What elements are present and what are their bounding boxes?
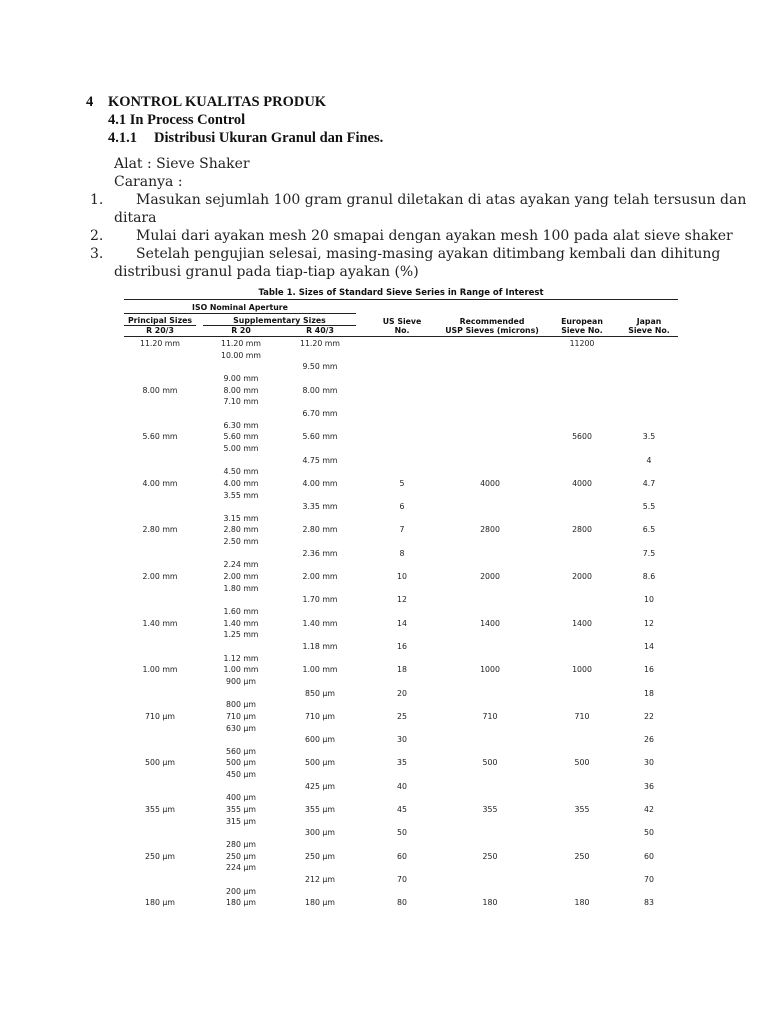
supplementary-sizes-header: Supplementary Sizes bbox=[233, 316, 326, 325]
r403-size-cell: 600 µm bbox=[305, 735, 335, 745]
r403-size-cell: 250 µm bbox=[305, 851, 335, 861]
r403-size-cell: 5.60 mm bbox=[302, 432, 338, 442]
r20-size-cell: 5.60 mm bbox=[223, 432, 259, 442]
r20-size-cell: 4.00 mm bbox=[223, 478, 259, 488]
r403-size-cell: 2.00 mm bbox=[302, 572, 338, 581]
us-sieve-cell: 50 bbox=[397, 828, 407, 838]
japan-sieve-cell: 26 bbox=[644, 735, 654, 745]
r403-size-cell: 180 µm bbox=[305, 898, 335, 908]
r403-size-cell: 355 µm bbox=[305, 805, 335, 814]
r20-size-cell: 2.80 mm bbox=[223, 525, 259, 535]
european-sieve-cell: 1400 bbox=[572, 618, 592, 628]
iso-group-rule bbox=[124, 313, 356, 314]
step-text: Mulai dari ayakan mesh 20 smapai dengan ayakan mesh 100 pada alat sieve shaker bbox=[136, 228, 733, 244]
european-sieve-cell: 180 bbox=[574, 898, 590, 908]
usp-sieve-cell: 500 bbox=[482, 758, 498, 768]
principal-size-cell: 500 µm bbox=[145, 758, 175, 768]
principal-sizes-header: Principal Sizes bbox=[127, 316, 193, 325]
japan-sieve-cell: 14 bbox=[644, 641, 654, 651]
japan-sieve-cell: 12 bbox=[644, 618, 654, 628]
japan-sieve-cell: 36 bbox=[644, 781, 654, 791]
r403-size-cell: 212 µm bbox=[305, 874, 335, 884]
r20-size-cell: 315 µm bbox=[226, 816, 256, 826]
r20-size-cell: 8.00 mm bbox=[223, 385, 259, 395]
r20-size-cell: 1.25 mm bbox=[223, 630, 259, 640]
principal-size-cell: 4.00 mm bbox=[142, 478, 178, 488]
european-sieve-cell: 4000 bbox=[572, 478, 592, 488]
japan-sieve-cell: 60 bbox=[644, 851, 654, 861]
japan-sieve-cell: 10 bbox=[644, 595, 654, 605]
principal-size-cell: 5.60 mm bbox=[142, 432, 178, 442]
r20-size-cell: 2.24 mm bbox=[223, 560, 259, 570]
us-sieve-cell: 8 bbox=[399, 548, 405, 558]
r403-size-cell: 1.40 mm bbox=[302, 618, 338, 628]
r403-size-cell: 500 µm bbox=[305, 758, 335, 768]
r20-size-cell: 1.00 mm bbox=[223, 665, 259, 675]
usp-sieve-cell: 355 bbox=[482, 805, 498, 814]
usp-sieve-cell: 710 bbox=[482, 711, 498, 721]
r403-header: R 40/3 bbox=[306, 326, 334, 335]
japan-sieve-cell: 50 bbox=[644, 828, 654, 838]
r203-header: R 20/3 bbox=[146, 326, 174, 335]
european-sieve-header: European Sieve No. bbox=[561, 317, 603, 335]
us-sieve-cell: 14 bbox=[397, 618, 407, 628]
r20-size-cell: 2.00 mm bbox=[223, 572, 259, 581]
us-sieve-cell: 25 bbox=[397, 711, 407, 721]
japan-sieve-cell: 30 bbox=[644, 758, 654, 768]
r20-size-cell: 10.00 mm bbox=[221, 350, 261, 360]
european-sieve-cell: 11200 bbox=[569, 339, 595, 348]
usp-sieve-cell: 1400 bbox=[480, 618, 500, 628]
r403-size-cell: 710 µm bbox=[305, 711, 335, 721]
us-sieve-cell: 7 bbox=[399, 525, 405, 535]
us-sieve-cell: 60 bbox=[397, 851, 407, 861]
r20-size-cell: 1.40 mm bbox=[223, 618, 259, 628]
us-sieve-cell: 12 bbox=[397, 595, 407, 605]
principal-size-cell: 2.00 mm bbox=[142, 572, 178, 581]
r20-size-cell: 1.12 mm bbox=[223, 653, 259, 663]
subsubsection-heading bbox=[108, 130, 383, 147]
usp-sieve-cell: 4000 bbox=[480, 478, 500, 488]
us-sieve-cell: 45 bbox=[397, 805, 407, 814]
r20-size-cell: 630 µm bbox=[226, 723, 256, 733]
principal-size-cell: 11.20 mm bbox=[140, 339, 180, 348]
r20-size-cell: 1.60 mm bbox=[223, 607, 259, 616]
caranya-line: Caranya : bbox=[114, 174, 183, 190]
r403-size-cell: 3.35 mm bbox=[302, 502, 338, 512]
japan-sieve-cell: 16 bbox=[644, 665, 654, 675]
japan-sieve-cell: 42 bbox=[644, 805, 654, 814]
table-top-rule bbox=[124, 299, 678, 300]
alat-line: Alat : Sieve Shaker bbox=[114, 156, 250, 172]
european-sieve-cell: 250 bbox=[574, 851, 590, 861]
r403-size-cell: 9.50 mm bbox=[302, 362, 338, 372]
us-sieve-cell: 35 bbox=[397, 758, 407, 768]
section-title: KONTROL KUALITAS PRODUK bbox=[108, 94, 327, 110]
japan-sieve-cell: 83 bbox=[644, 898, 654, 908]
european-sieve-cell: 500 bbox=[574, 758, 590, 768]
principal-size-cell: 180 µm bbox=[145, 898, 175, 908]
european-sieve-cell: 2800 bbox=[572, 525, 592, 535]
r20-size-cell: 224 µm bbox=[226, 863, 256, 873]
r403-size-cell: 4.75 mm bbox=[302, 455, 338, 465]
step-number: 1. bbox=[90, 192, 104, 208]
us-sieve-cell: 18 bbox=[397, 665, 407, 675]
subsubsection-number: 4.1.1 bbox=[108, 130, 137, 146]
r403-size-cell: 850 µm bbox=[305, 688, 335, 698]
r20-size-cell: 6.30 mm bbox=[223, 420, 259, 430]
r20-size-cell: 400 µm bbox=[226, 793, 256, 803]
section-heading bbox=[86, 94, 326, 111]
r403-size-cell: 2.80 mm bbox=[302, 525, 338, 535]
step-number: 2. bbox=[90, 228, 104, 244]
japan-sieve-cell: 4.7 bbox=[642, 478, 656, 488]
us-sieve-cell: 40 bbox=[397, 781, 407, 791]
european-sieve-cell: 5600 bbox=[572, 432, 592, 442]
japan-sieve-header: Japan Sieve No. bbox=[628, 317, 670, 335]
european-sieve-cell: 355 bbox=[574, 805, 590, 814]
step-text: Masukan sejumlah 100 gram granul diletakan di atas ayakan yang telah tersusun dan bbox=[136, 192, 747, 208]
r20-size-cell: 200 µm bbox=[226, 886, 256, 896]
principal-size-cell: 355 µm bbox=[145, 805, 175, 814]
r20-size-cell: 1.80 mm bbox=[223, 583, 259, 593]
subsubsection-title: Distribusi Ukuran Granul dan Fines. bbox=[154, 130, 384, 146]
japan-sieve-cell: 22 bbox=[644, 711, 654, 721]
r20-size-cell: 560 µm bbox=[226, 746, 256, 756]
step-text-continued: ditara bbox=[114, 210, 157, 226]
r403-size-cell: 8.00 mm bbox=[302, 385, 338, 395]
r20-size-cell: 280 µm bbox=[226, 840, 256, 849]
japan-sieve-cell: 70 bbox=[644, 874, 654, 884]
r20-size-cell: 4.50 mm bbox=[223, 467, 259, 477]
r20-size-cell: 710 µm bbox=[226, 711, 256, 721]
r403-size-cell: 425 µm bbox=[305, 781, 335, 791]
r20-size-cell: 500 µm bbox=[226, 758, 256, 768]
usp-sieve-cell: 2000 bbox=[480, 572, 500, 581]
r20-size-cell: 180 µm bbox=[226, 898, 256, 908]
r20-size-cell: 250 µm bbox=[226, 851, 256, 861]
r403-size-cell: 2.36 mm bbox=[302, 548, 338, 558]
r20-size-cell: 5.00 mm bbox=[223, 443, 259, 453]
principal-size-cell: 8.00 mm bbox=[142, 385, 178, 395]
us-sieve-cell: 70 bbox=[397, 874, 407, 884]
section-number: 4 bbox=[86, 94, 94, 110]
r20-size-cell: 450 µm bbox=[226, 770, 256, 779]
us-sieve-cell: 20 bbox=[397, 688, 407, 698]
us-sieve-cell: 10 bbox=[397, 572, 407, 581]
step-number: 3. bbox=[90, 246, 104, 262]
european-sieve-cell: 710 bbox=[574, 711, 590, 721]
subsection-heading: 4.1 In Process Control bbox=[108, 112, 246, 128]
usp-sieve-header: Recommended USP Sieves (microns) bbox=[445, 317, 539, 335]
r403-size-cell: 1.18 mm bbox=[302, 641, 338, 651]
r403-size-cell: 4.00 mm bbox=[302, 478, 338, 488]
european-sieve-cell: 2000 bbox=[572, 572, 592, 581]
usp-sieve-cell: 1000 bbox=[480, 665, 500, 675]
step-text-continued: distribusi granul pada tiap-tiap ayakan (%) bbox=[114, 264, 419, 280]
r20-size-cell: 355 µm bbox=[226, 805, 256, 814]
us-sieve-cell: 16 bbox=[397, 641, 407, 651]
european-sieve-cell: 1000 bbox=[572, 665, 592, 675]
r403-size-cell: 300 µm bbox=[305, 828, 335, 838]
usp-sieve-cell: 2800 bbox=[480, 525, 500, 535]
japan-sieve-cell: 3.5 bbox=[642, 432, 656, 442]
table-title: Table 1. Sizes of Standard Sieve Series in Range of Interest bbox=[258, 288, 544, 298]
principal-size-cell: 250 µm bbox=[145, 851, 175, 861]
r20-size-cell: 900 µm bbox=[226, 676, 256, 686]
r20-size-cell: 3.55 mm bbox=[223, 490, 259, 500]
principal-size-cell: 1.40 mm bbox=[142, 618, 178, 628]
us-sieve-cell: 30 bbox=[397, 735, 407, 745]
r20-size-cell: 3.15 mm bbox=[223, 513, 259, 523]
r403-size-cell: 6.70 mm bbox=[302, 408, 338, 418]
japan-sieve-cell: 18 bbox=[644, 688, 654, 698]
us-sieve-cell: 80 bbox=[397, 898, 407, 908]
japan-sieve-cell: 6.5 bbox=[642, 525, 656, 535]
japan-sieve-cell: 7.5 bbox=[642, 548, 656, 558]
principal-size-cell: 710 µm bbox=[145, 711, 175, 721]
r20-size-cell: 9.00 mm bbox=[223, 373, 259, 383]
table-header-rule bbox=[124, 336, 678, 337]
usp-sieve-cell: 250 bbox=[482, 851, 498, 861]
principal-size-cell: 2.80 mm bbox=[142, 525, 178, 535]
us-sieve-cell: 5 bbox=[399, 478, 405, 488]
japan-sieve-cell: 4 bbox=[646, 455, 652, 465]
us-sieve-cell: 6 bbox=[399, 502, 405, 512]
r403-size-cell: 11.20 mm bbox=[300, 339, 340, 348]
iso-group-header: ISO Nominal Aperture bbox=[192, 303, 288, 312]
r20-header: R 20 bbox=[231, 326, 251, 335]
r20-size-cell: 2.50 mm bbox=[223, 537, 259, 546]
r20-size-cell: 7.10 mm bbox=[223, 397, 259, 407]
r403-size-cell: 1.70 mm bbox=[302, 595, 338, 605]
japan-sieve-cell: 8.6 bbox=[642, 572, 656, 581]
usp-sieve-cell: 180 bbox=[482, 898, 498, 908]
r403-size-cell: 1.00 mm bbox=[302, 665, 338, 675]
r20-size-cell: 800 µm bbox=[226, 700, 256, 710]
principal-size-cell: 1.00 mm bbox=[142, 665, 178, 675]
r20-size-cell: 11.20 mm bbox=[221, 339, 261, 348]
japan-sieve-cell: 5.5 bbox=[642, 502, 656, 512]
step-text: Setelah pengujian selesai, masing-masing ayakan ditimbang kembali dan dihitung bbox=[136, 246, 721, 262]
us-sieve-header: US Sieve No. bbox=[382, 317, 422, 335]
